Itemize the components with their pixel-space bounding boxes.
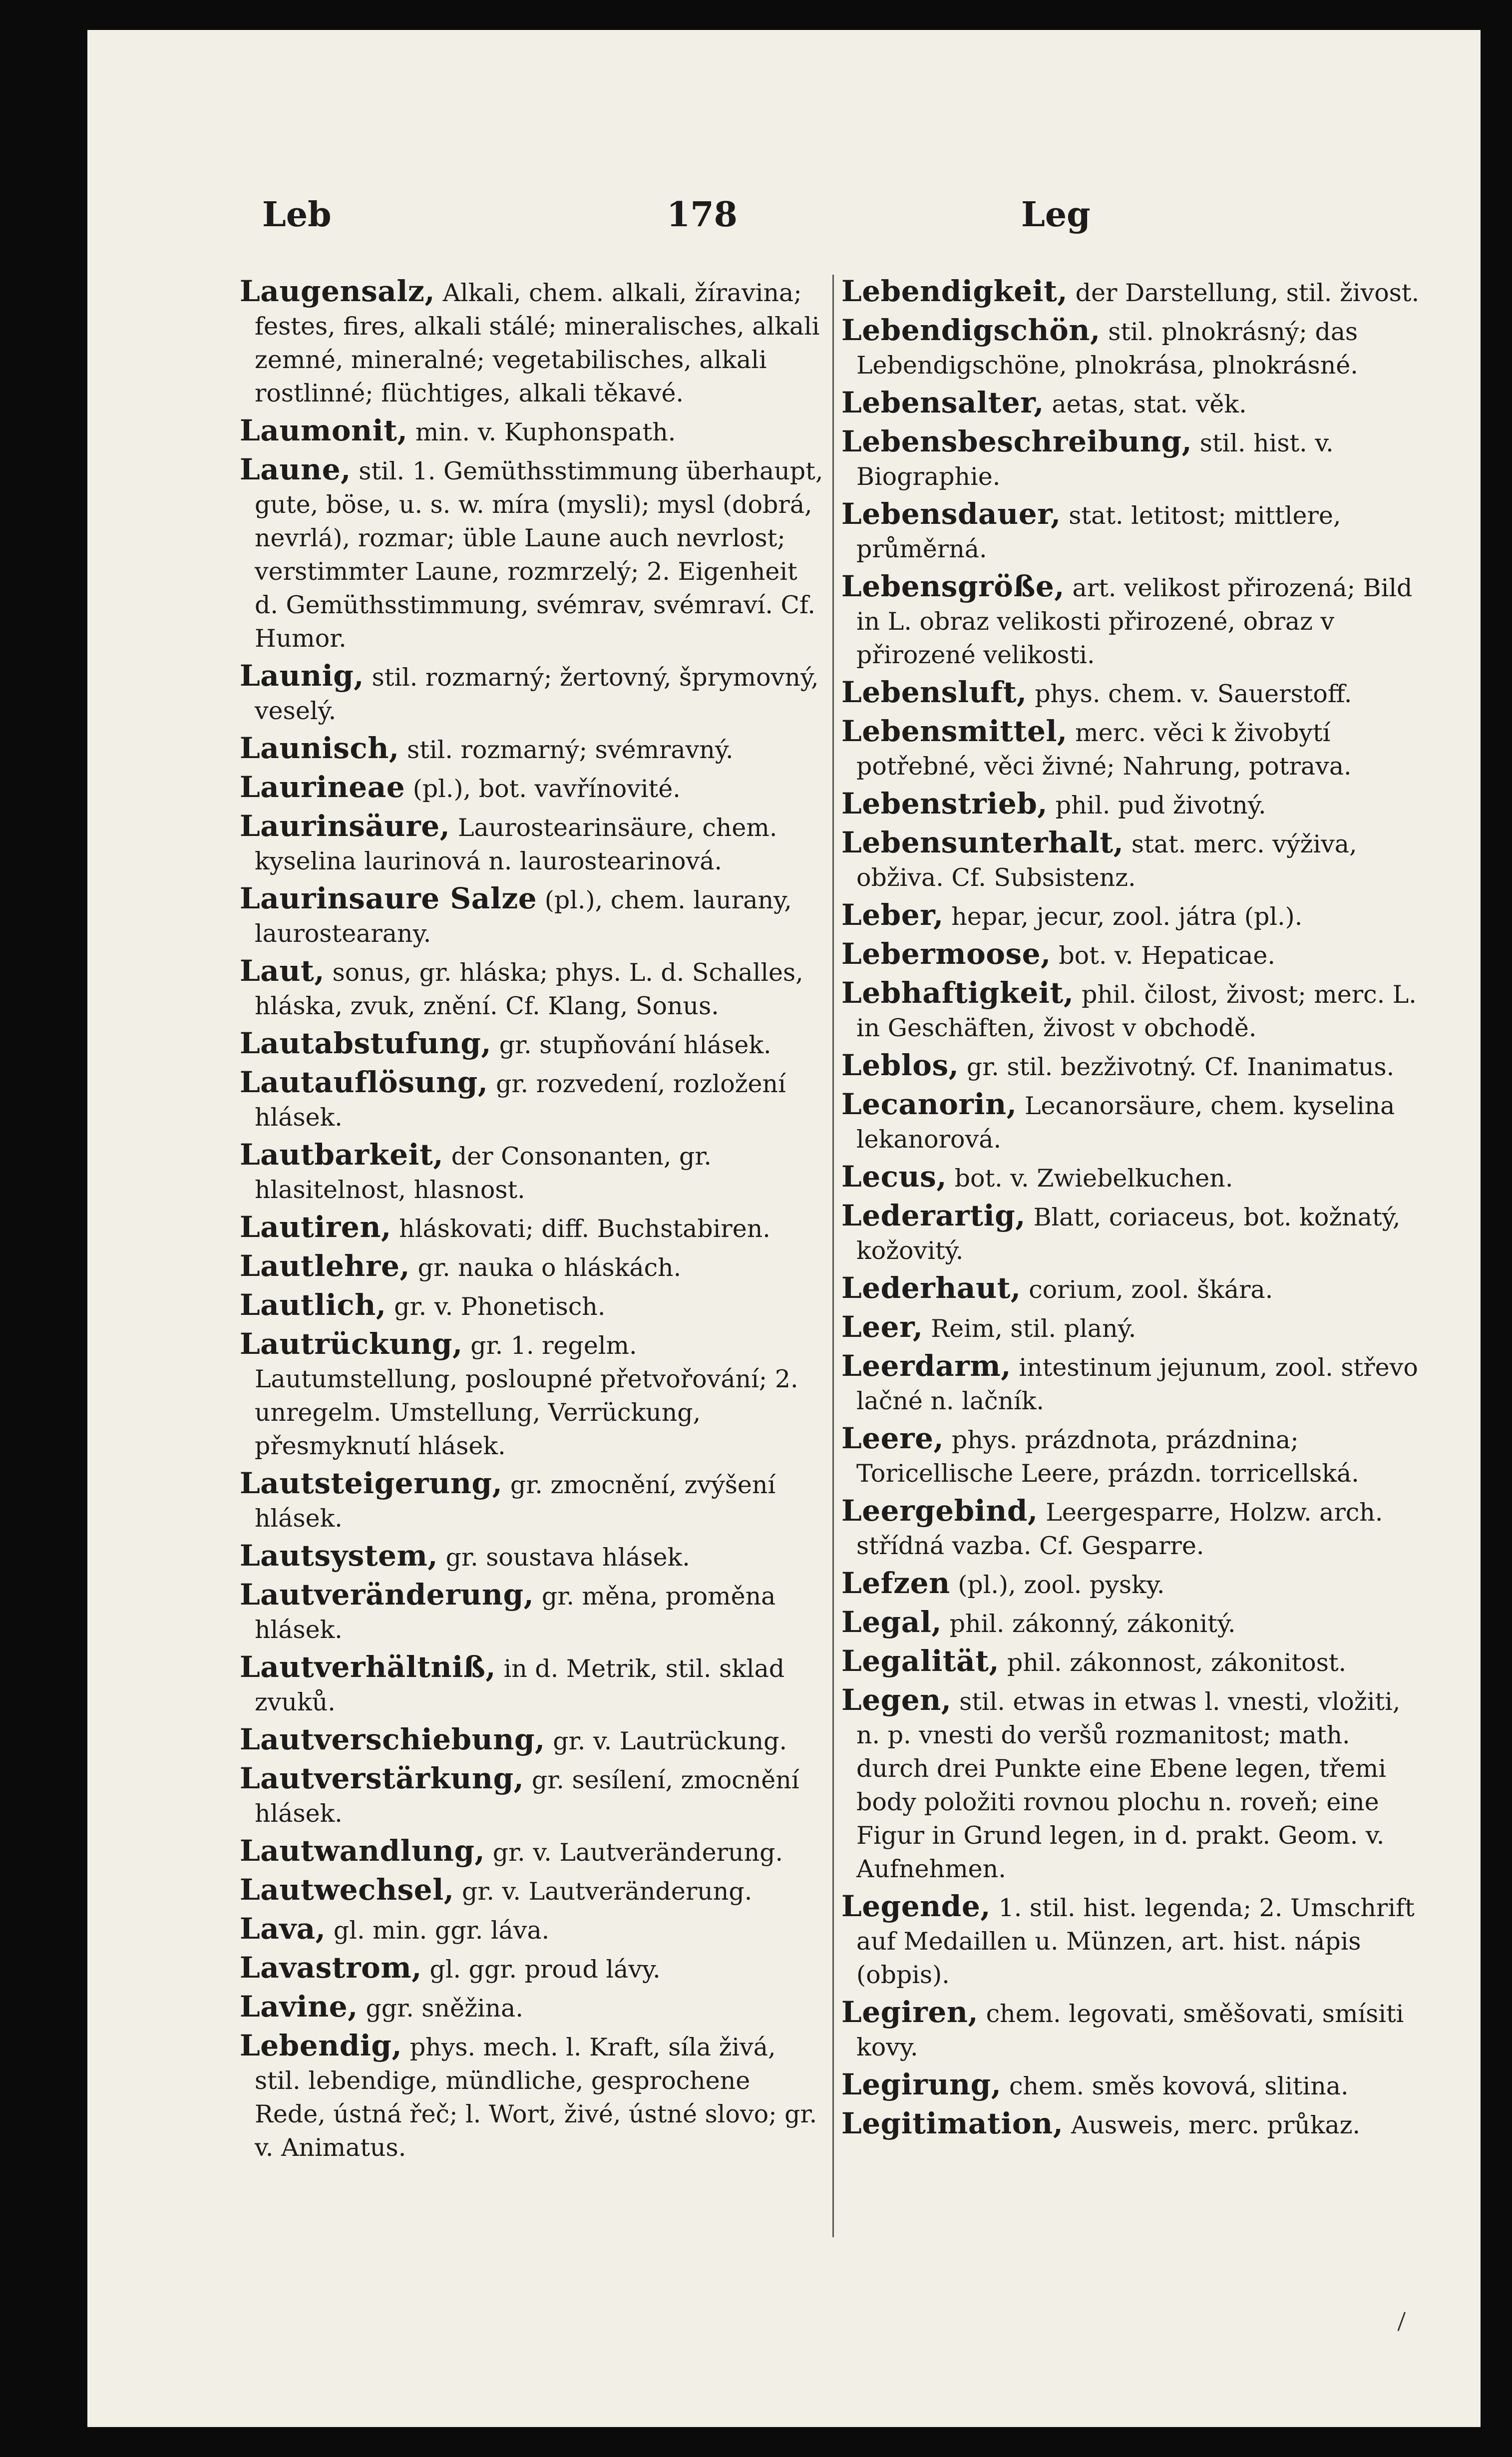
dictionary-entry — [240, 1951, 824, 1986]
entry-headword: Lebendigkeit, — [841, 274, 1068, 308]
dictionary-entry — [841, 1683, 1426, 1886]
dictionary-entry — [240, 1249, 824, 1284]
entry-definition: in d. Metrik, stil. sklad zvuků. — [255, 1654, 785, 1716]
entry-definition: gr. rozvedení, rozložení hlásek. — [255, 1070, 786, 1132]
dictionary-entry — [841, 1890, 1426, 1992]
entry-headword: Lavine, — [240, 1990, 358, 2024]
entry-definition: Laurostearinsäure, chem. kyselina laurinová n. laurostearinová. — [255, 814, 777, 875]
entry-definition: gr. sesílení, zmocnění hlásek. — [255, 1766, 799, 1828]
dictionary-entry — [841, 1088, 1426, 1156]
entry-headword: Lautsystem, — [240, 1539, 438, 1573]
dictionary-entry — [240, 954, 824, 1023]
dictionary-entry — [240, 414, 824, 449]
entry-definition: merc. věci k živobytí potřebné, věci živné; Nahrung, potrava. — [856, 719, 1352, 781]
entry-headword: Launisch, — [240, 731, 399, 765]
dictionary-entry — [240, 1834, 824, 1869]
entry-headword: Laune, — [240, 452, 351, 486]
entry-headword: Lefzen — [841, 1566, 950, 1600]
entry-headword: Lecus, — [841, 1160, 947, 1194]
entry-definition: gr. 1. regelm. Lautumstellung, posloupné přetvořování; 2. unregelm. Umstellung, Verrückung, přesmyknutí hlásek. — [255, 1331, 798, 1460]
dictionary-entry — [841, 314, 1426, 382]
dictionary-entry — [841, 1271, 1426, 1306]
entry-definition: Alkali, chem. alkali, žíravina; festes, fires, alkali stálé; mineralisches, alkali zemné, mineralné; vegetabilisches, alkali rostlinné; flüchtiges, alkali těkavé. — [255, 279, 820, 408]
entry-headword: Legirung, — [841, 2067, 1002, 2101]
entry-definition: gr. stil. bezživotný. Cf. Inanimatus. — [966, 1053, 1395, 1081]
entry-headword: Leere, — [841, 1421, 944, 1455]
dictionary-entry — [841, 2107, 1426, 2142]
entry-definition: gr. nauka o hláskách. — [417, 1253, 682, 1282]
dictionary-entry — [841, 1606, 1426, 1640]
dictionary-entry — [841, 570, 1426, 672]
dictionary-entry — [240, 1327, 824, 1463]
entry-definition: (pl.), bot. vavřínovité. — [412, 775, 681, 803]
dictionary-entry — [841, 1422, 1426, 1490]
entry-definition: hepar, jecur, zool. játra (pl.). — [951, 902, 1303, 931]
entry-headword: Leber, — [841, 898, 944, 932]
dictionary-entry — [240, 771, 824, 806]
entry-headword: Lebensmittel, — [841, 714, 1068, 748]
entry-headword: Laurinsäure, — [240, 809, 450, 843]
entry-definition: Reim, stil. planý. — [931, 1314, 1136, 1343]
entry-headword: Leerdarm, — [841, 1349, 1011, 1383]
dictionary-entry — [841, 715, 1426, 783]
entry-definition: ggr. sněžina. — [366, 1994, 523, 2023]
entry-definition: aetas, stat. věk. — [1052, 390, 1247, 418]
dictionary-entry — [841, 1199, 1426, 1267]
entry-definition: phys. prázdnota, prázdnina; Toricellische Leere, prázdn. torricellská. — [856, 1426, 1359, 1488]
dictionary-entry — [841, 1644, 1426, 1679]
column-divider — [832, 275, 834, 2237]
dictionary-entry — [240, 1539, 824, 1574]
entry-headword: Lautiren, — [240, 1210, 391, 1244]
entry-headword: Launig, — [240, 659, 364, 693]
entry-headword: Lautabstufung, — [240, 1026, 492, 1060]
entry-definition: gr. měna, proměna hlásek. — [255, 1582, 776, 1644]
entry-definition: gl. min. ggr. láva. — [333, 1916, 550, 1945]
dictionary-entry — [240, 1138, 824, 1207]
entry-definition: phil. zákonnost, zákonitost. — [1007, 1648, 1347, 1677]
dictionary-entry — [841, 275, 1426, 310]
dictionary-entry — [841, 937, 1426, 972]
entry-definition: stil. plnokrásný; das Lebendigschöne, plnokrása, plnokrásné. — [856, 318, 1358, 380]
left-column — [240, 275, 824, 2168]
entry-headword: Lebendigschön, — [841, 313, 1101, 347]
entry-headword: Lebensbeschreibung, — [841, 424, 1192, 458]
entry-definition: bot. v. Zwiebelkuchen. — [954, 1164, 1233, 1193]
dictionary-entry — [240, 1650, 824, 1719]
dictionary-entry — [841, 787, 1426, 822]
entry-definition: stil. hist. v. Biographie. — [856, 429, 1334, 491]
dictionary-entry — [841, 676, 1426, 711]
entry-headword: Legende, — [841, 1889, 991, 1923]
dictionary-entry — [240, 1066, 824, 1134]
entry-definition: stil. 1. Gemüthsstimmung überhaupt, gute, böse, u. s. w. míra (mysli); mysl (dobrá, nevrlá), rozmar; üble Laune auch nevrlost; verstimmter Laune, rozmrzelý; 2. Eigenheit d. Gemüthsstimmung, svémrav, svémraví. Cf. Humor. — [255, 457, 823, 653]
entry-definition: Ausweis, merc. průkaz. — [1071, 2111, 1361, 2139]
dictionary-entry — [240, 1762, 824, 1830]
entry-headword: Lebenstrieb, — [841, 787, 1048, 820]
entry-headword: Lava, — [240, 1912, 326, 1946]
entry-definition: chem. legovati, směšovati, smísiti kovy. — [856, 2000, 1404, 2061]
entry-headword: Lautlich, — [240, 1288, 386, 1322]
entry-headword: Lautauflösung, — [240, 1065, 488, 1099]
entry-headword: Leblos, — [841, 1048, 959, 1082]
entry-headword: Legen, — [841, 1683, 952, 1717]
header-right-guide-word: Leg — [1021, 195, 1091, 235]
entry-headword: Laugensalz, — [240, 274, 435, 308]
entry-definition: bot. v. Hepaticae. — [1059, 941, 1275, 970]
entry-definition: gr. v. Lautveränderung. — [462, 1877, 753, 1906]
entry-headword: Laumonit, — [240, 413, 408, 447]
entry-definition: gr. v. Phonetisch. — [394, 1292, 606, 1321]
entry-definition: gr. zmocnění, zvýšení hlásek. — [255, 1471, 776, 1533]
dictionary-entry — [841, 1160, 1426, 1195]
entry-definition: hláskovati; diff. Buchstabiren. — [399, 1215, 770, 1243]
dictionary-entry — [841, 898, 1426, 933]
entry-definition: phil. čilost, živost; merc. L. in Geschäften, živost v obchodě. — [856, 980, 1417, 1042]
running-header — [87, 195, 1481, 260]
entry-headword: Lautverstärkung, — [240, 1761, 524, 1795]
entry-definition: corium, zool. škára. — [1029, 1275, 1273, 1304]
entry-headword: Lautwechsel, — [240, 1873, 454, 1907]
right-column — [841, 275, 1426, 2146]
dictionary-entry — [841, 425, 1426, 493]
dictionary-entry — [240, 1211, 824, 1245]
entry-headword: Legal, — [841, 1605, 942, 1639]
entry-headword: Lebhaftigkeit, — [841, 976, 1074, 1010]
entry-headword: Lebensluft, — [841, 675, 1027, 709]
dictionary-entry — [240, 882, 824, 950]
dictionary-entry — [240, 732, 824, 767]
dictionary-entry — [240, 275, 824, 410]
entry-definition: gr. soustava hlásek. — [445, 1543, 690, 1572]
entry-headword: Lebensdauer, — [841, 497, 1061, 531]
entry-definition: 1. stil. hist. legenda; 2. Umschrift auf Medaillen u. Münzen, art. hist. nápis (obpis). — [856, 1894, 1415, 1989]
dictionary-entry — [841, 1494, 1426, 1563]
page-number: 178 — [667, 195, 738, 235]
entry-definition: Lecanorsäure, chem. kyselina lekanorová. — [856, 1092, 1395, 1154]
dictionary-entry — [240, 1723, 824, 1758]
dictionary-entry — [240, 1990, 824, 2025]
dictionary-entry — [240, 659, 824, 728]
entry-headword: Lautveränderung, — [240, 1578, 534, 1612]
entry-headword: Laurineae — [240, 770, 405, 804]
dictionary-entry — [240, 1027, 824, 1062]
entry-headword: Lautsteigerung, — [240, 1466, 503, 1500]
entry-definition: (pl.), chem. laurany, laurostearany. — [255, 886, 792, 948]
entry-headword: Lederhaut, — [841, 1271, 1021, 1305]
entry-headword: Lebensunterhalt, — [841, 825, 1124, 859]
entry-headword: Lautverhältniß, — [240, 1650, 496, 1684]
entry-definition: intestinum jejunum, zool. střevo lačné n. lačník. — [856, 1353, 1418, 1415]
entry-headword: Lavastrom, — [240, 1951, 422, 1985]
entry-headword: Lecanorin, — [841, 1087, 1017, 1121]
entry-columns — [87, 275, 1481, 2427]
entry-headword: Lautbarkeit, — [240, 1138, 444, 1172]
entry-definition: Blatt, coriaceus, bot. kožnatý, kožovitý. — [856, 1203, 1401, 1265]
entry-headword: Lebensgröße, — [841, 569, 1065, 603]
dictionary-entry — [240, 1873, 824, 1908]
entry-headword: Lebermoose, — [841, 937, 1051, 971]
entry-headword: Lautrückung, — [240, 1327, 463, 1361]
entry-definition: art. velikost přirozená; Bild in L. obraz velikosti přirozené, obraz v přirozené velikosti. — [856, 574, 1413, 669]
entry-definition: stil. rozmarný; svémravný. — [407, 736, 734, 764]
dictionary-entry — [240, 810, 824, 878]
entry-headword: Laut, — [240, 954, 325, 988]
dictionary-entry — [841, 826, 1426, 894]
dictionary-page — [87, 30, 1481, 2427]
entry-headword: Legiren, — [841, 1995, 979, 2029]
entry-headword: Lautlehre, — [240, 1249, 410, 1283]
dictionary-entry — [841, 1567, 1426, 1602]
entry-definition: der Consonanten, gr. hlasitelnost, hlasnost. — [255, 1142, 712, 1204]
entry-headword: Lederartig, — [841, 1199, 1026, 1232]
entry-definition: (pl.), zool. pysky. — [958, 1571, 1165, 1599]
entry-headword: Lautwandlung, — [240, 1834, 485, 1868]
entry-headword: Legitimation, — [841, 2106, 1064, 2140]
dictionary-entry — [841, 2068, 1426, 2103]
entry-definition: phys. chem. v. Sauerstoff. — [1035, 680, 1352, 708]
dictionary-entry — [240, 2029, 824, 2164]
entry-definition: stil. etwas in etwas l. vnesti, vložiti, n. p. vnesti do veršů rozmanitost; math. durch drei Punkte eine Ebene legen, třemi body položiti rovnou plochu n. roveň; eine Figur in Grund legen, in d. prakt. Geom. v. Aufnehmen. — [856, 1687, 1401, 1883]
entry-headword: Leergebind, — [841, 1494, 1038, 1528]
dictionary-entry — [240, 1912, 824, 1947]
entry-definition: phil. pud životný. — [1055, 791, 1266, 819]
entry-definition: chem. směs kovová, slitina. — [1009, 2072, 1349, 2100]
dictionary-entry — [841, 1349, 1426, 1418]
dictionary-entry — [240, 1578, 824, 1646]
dictionary-entry — [841, 1049, 1426, 1084]
entry-definition: stil. rozmarný; žertovný, šprymovný, veselý. — [255, 663, 819, 725]
dictionary-entry — [841, 497, 1426, 566]
entry-headword: Lebensalter, — [841, 386, 1044, 419]
entry-definition: gr. v. Lautrückung. — [553, 1727, 787, 1755]
entry-headword: Laurinsaure Salze — [240, 881, 537, 915]
entry-definition: stat. merc. výživa, obživa. Cf. Subsistenz. — [856, 830, 1357, 892]
dictionary-entry — [841, 976, 1426, 1045]
dictionary-entry — [240, 1288, 824, 1323]
entry-definition: phys. mech. l. Kraft, síla živá, stil. lebendige, mündliche, gesprochene Rede, ústná řeč; l. Wort, živé, ústné slovo; gr. v. Animatus. — [255, 2033, 817, 2162]
entry-definition: sonus, gr. hláska; phys. L. d. Schalles, hláska, zvuk, znění. Cf. Klang, Sonus. — [255, 958, 803, 1020]
entry-definition: min. v. Kuphonspath. — [415, 418, 676, 446]
entry-headword: Lebendig, — [240, 2029, 402, 2062]
entry-headword: Legalität, — [841, 1644, 1000, 1678]
dictionary-entry — [841, 1310, 1426, 1345]
dictionary-entry — [240, 1467, 824, 1535]
entry-headword: Leer, — [841, 1310, 923, 1344]
dictionary-entry — [841, 386, 1426, 421]
dictionary-entry — [841, 1996, 1426, 2064]
entry-definition: der Darstellung, stil. živost. — [1075, 279, 1420, 307]
entry-definition: Leergesparre, Holzw. arch. střídná vazba. Cf. Gesparre. — [856, 1498, 1383, 1560]
header-left-guide-word: Leb — [262, 195, 332, 235]
entry-headword: Lautverschiebung, — [240, 1722, 545, 1756]
entry-definition: phil. zákonný, zákonitý. — [949, 1610, 1236, 1638]
entry-definition: gl. ggr. proud lávy. — [429, 1955, 661, 1984]
dictionary-entry — [240, 453, 824, 655]
entry-definition: stat. letitost; mittlere, průměrná. — [856, 501, 1341, 563]
entry-definition: gr. stupňování hlásek. — [499, 1031, 771, 1059]
entry-definition: gr. v. Lautveränderung. — [492, 1838, 783, 1867]
